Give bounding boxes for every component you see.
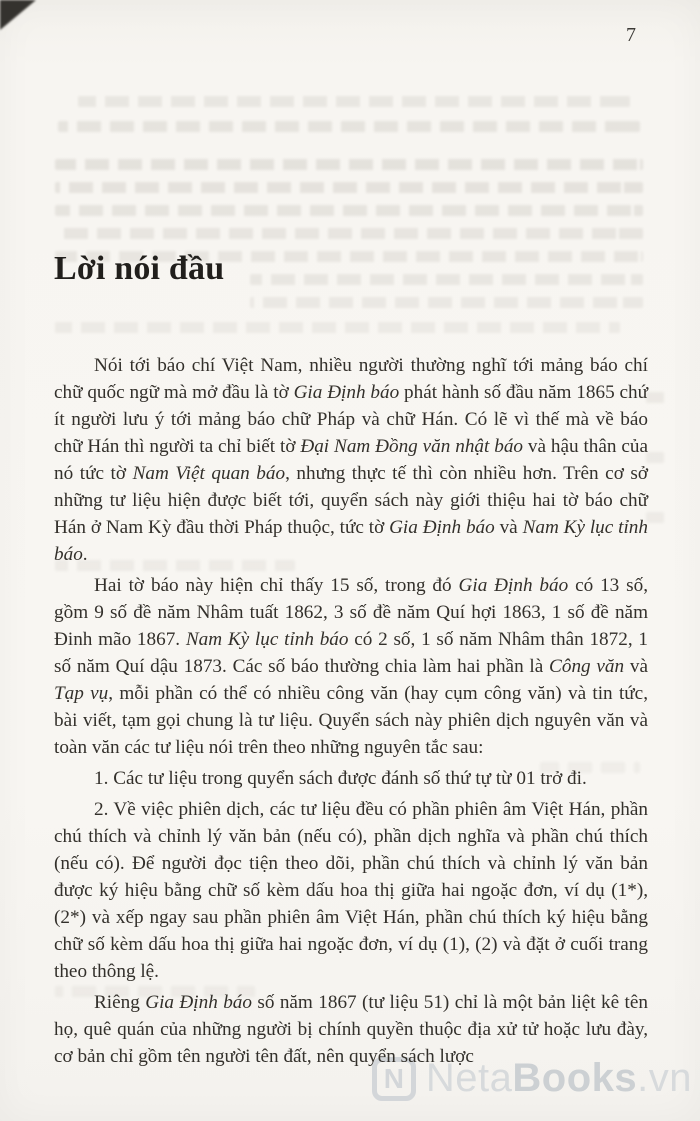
bleedthrough-line (646, 452, 664, 463)
watermark-name-part2: Books (512, 1056, 638, 1100)
bleedthrough-line (55, 228, 643, 239)
paragraph: Riêng Gia Định báo số năm 1867 (tư liệu 51) chỉ là một bản liệt kê tên họ, quê quán của những người bị chính quyền thuộc địa xử tử hoặc lưu đày, cơ bản chỉ gồm tên người tên đất, nên quyển sách lược (54, 992, 648, 1067)
watermark-name-part1: Neta (425, 1056, 513, 1100)
bleedthrough-line (78, 96, 630, 107)
page-number: 7 (626, 24, 636, 46)
paragraph: 1. Các tư liệu trong quyển sách được đánh số thứ tự từ 01 trở đi. (94, 768, 587, 789)
chapter-title: Lời nói đầu (54, 250, 225, 287)
bleedthrough-line (55, 322, 620, 333)
paragraph: 2. Về việc phiên dịch, các tư liệu đều có phần phiên âm Việt Hán, phần chú thích và chỉnh lý văn bản (nếu có), phần dịch nghĩa và phần chú thích (nếu có). Để người đọc tiện theo dõi, phần chú thích và chỉnh lý văn bản được ký hiệu bằng chữ số kèm dấu hoa thị giữa hai ngoặc đơn, ví dụ (1*), (2*) và xếp ngay sau phần phiên âm Việt Hán, phần chú thích ký hiệu bằng chữ số kèm dấu hoa thị giữa hai ngoặc đơn, ví dụ (1), (2) và đặt ở cuối trang theo thông lệ. (54, 799, 648, 982)
bleedthrough-line (646, 512, 664, 523)
watermark-domain: .vn (637, 1056, 692, 1100)
scan-corner-artifact (0, 0, 36, 30)
body-text (54, 352, 648, 1074)
bleedthrough-line (55, 205, 643, 216)
bleedthrough-line (55, 159, 643, 170)
bleedthrough-line (55, 182, 643, 193)
bleedthrough-line (646, 392, 664, 403)
watermark-logo-letter: N (383, 1062, 404, 1094)
paragraph: Hai tờ báo này hiện chỉ thấy 15 số, trong đó Gia Định báo có 13 số, gồm 9 số đề năm Nhâm tuất 1862, 3 số đề năm Quí hợi 1863, 1 số đề năm Đinh mão 1867. Nam Kỳ lục tỉnh báo có 2 số, 1 số năm Nhâm thân 1872, 1 số năm Quí dậu 1873. Các số báo thường chia làm hai phần là Công văn và Tạp vụ, mỗi phần có thể có nhiều công văn (hay cụm công văn) và tin tức, bài viết, tạm gọi chung là tư liệu. Quyển sách này phiên dịch nguyên văn và toàn văn các tư liệu nói trên theo những nguyên tắc sau: (54, 575, 649, 758)
bleedthrough-line (58, 121, 640, 132)
bleedthrough-line (250, 297, 643, 308)
paragraph: Nói tới báo chí Việt Nam, nhiều người thường nghĩ tới mảng báo chí chữ quốc ngữ mà mở đầu là tờ Gia Định báo phát hành số đầu năm 1865 chứ ít người lưu ý tới mảng báo chữ Pháp và chữ Hán. Có lẽ vì thế mà về báo chữ Hán thì người ta chỉ biết tờ Đại Nam Đồng văn nhật báo và hậu thân của nó tức tờ Nam Việt quan báo, nhưng thực tế thì còn nhiều hơn. Trên cơ sở những tư liệu hiện được biết tới, quyển sách này giới thiệu hai tờ báo chữ Hán ở Nam Kỳ đầu thời Pháp thuộc, tức tờ Gia Định báo và Nam Kỳ lục tỉnh báo. (54, 355, 649, 565)
bleedthrough-line (250, 274, 643, 285)
